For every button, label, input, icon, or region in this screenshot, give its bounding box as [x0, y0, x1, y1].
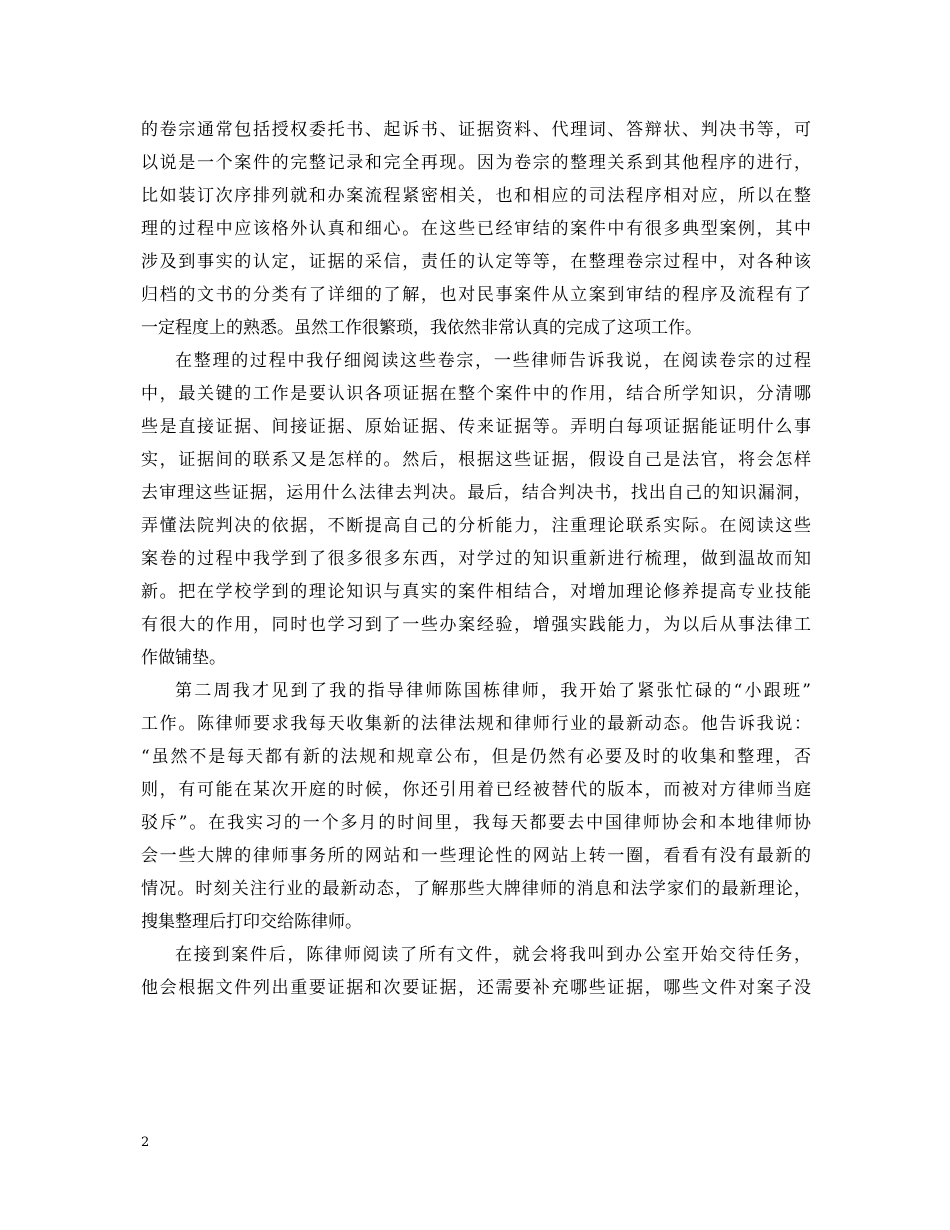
body-text: [141, 114, 811, 1005]
text-line: 他会根据文件列出重要证据和次要证据，还需要补充哪些证据，哪些文件对案子没: [141, 978, 811, 998]
text-line: 比如装订次序排列就和办案流程紧密相关，也和相应的司法程序相对应，所以在整: [141, 186, 811, 206]
text-line: 的卷宗通常包括授权委托书、起诉书、证据资料、代理词、答辩状、判决书等，可: [141, 120, 811, 140]
page-number: 2: [141, 1135, 150, 1150]
text-line: 实，证据间的联系又是怎样的。然后，根据这些证据，假设自己是法官，将会怎样: [141, 450, 811, 470]
paragraph: [141, 939, 811, 1005]
text-line: 工作。陈律师要求我每天收集新的法律法规和律师行业的最新动态。他告诉我说：: [141, 714, 811, 734]
text-line: 情况。时刻关注行业的最新动态，了解那些大牌律师的消息和法学家们的最新理论，: [141, 879, 811, 899]
text-line: 理的过程中应该格外认真和细心。在这些已经审结的案件中有很多典型案例，其中: [141, 219, 811, 239]
text-line: 作做铺垫。: [141, 648, 226, 668]
text-line: 新。把在学校学到的理论知识与真实的案件相结合，对增加理论修养提高专业技能: [141, 582, 811, 602]
text-line: 案卷的过程中我学到了很多很多东西，对学过的知识重新进行梳理，做到温故而知: [141, 549, 811, 569]
text-line: 去审理这些证据，运用什么法律去判决。最后，结合判决书，找出自己的知识漏洞，: [141, 483, 811, 503]
paragraph: [141, 114, 811, 345]
text-line: 在接到案件后，陈律师阅读了所有文件，就会将我叫到办公室开始交待任务，: [175, 945, 811, 965]
text-line: 些是直接证据、间接证据、原始证据、传来证据等。弄明白每项证据能证明什么事: [141, 417, 811, 437]
text-line: 弄懂法院判决的依据，不断提高自己的分析能力，注重理论联系实际。在阅读这些: [141, 516, 811, 536]
text-line: 在整理的过程中我仔细阅读这些卷宗，一些律师告诉我说，在阅读卷宗的过程: [175, 351, 811, 371]
text-line: 会一些大牌的律师事务所的网站和一些理论性的网站上转一圈，看看有没有最新的: [141, 846, 811, 866]
text-line: 有很大的作用，同时也学习到了一些办案经验，增强实践能力，为以后从事法律工: [141, 615, 811, 635]
text-line: 搜集整理后打印交给陈律师。: [141, 912, 362, 932]
text-line: 则，有可能在某次开庭的时候，你还引用着已经被替代的版本，而被对方律师当庭: [141, 780, 811, 800]
text-line: 涉及到事实的认定，证据的采信，责任的认定等等，在整理卷宗过程中，对各种该: [141, 252, 811, 272]
text-line: 以说是一个案件的完整记录和完全再现。因为卷宗的整理关系到其他程序的进行，: [141, 153, 811, 173]
text-line: 第二周我才见到了我的指导律师陈国栋律师，我开始了紧张忙碌的“小跟班”: [175, 681, 811, 701]
text-line: 归档的文书的分类有了详细的了解，也对民事案件从立案到审结的程序及流程有了: [141, 285, 811, 305]
text-line: 中，最关键的工作是要认识各项证据在整个案件中的作用，结合所学知识，分清哪: [141, 384, 811, 404]
paragraph: [141, 345, 811, 675]
text-line: 驳斥”。在我实习的一个多月的时间里，我每天都要去中国律师协会和本地律师协: [141, 813, 811, 833]
paragraph: [141, 675, 811, 939]
text-line: 一定程度上的熟悉。虽然工作很繁琐，我依然非常认真的完成了这项工作。: [141, 318, 702, 338]
text-line: “虽然不是每天都有新的法规和规章公布，但是仍然有必要及时的收集和整理，否: [141, 747, 811, 767]
